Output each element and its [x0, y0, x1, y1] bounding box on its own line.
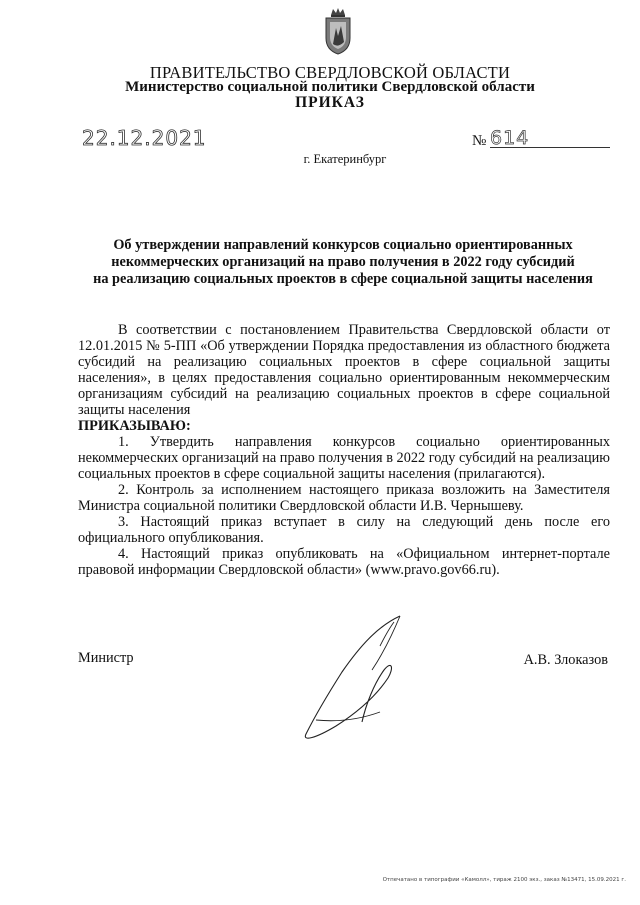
- preamble: В соответствии с постановлением Правительства Свердловской области от 12.01.2015 № 5-ПП «Об утверждении Порядка предоставления из областного бюджета субсидий на реализацию социальных проектов в сфере социальной защиты населения», в целях предоставления социально ориентированным некоммерческим организациям субсидий на реализацию социальных проектов в сфере социальной защиты населения: [78, 322, 610, 418]
- coat-of-arms-icon: [322, 6, 354, 56]
- order-item: 1. Утвердить направления конкурсов социально ориентированных некоммерческих организаций на право получения в 2022 году субсидий на реализацию социальных проектов в сфере социальной защиты населения (прилагаются).: [78, 434, 610, 482]
- document-type: ПРИКАЗ: [295, 94, 365, 111]
- document-body: [78, 322, 610, 578]
- government-title: ПРАВИТЕЛЬСТВО СВЕРДЛОВСКОЙ ОБЛАСТИ: [149, 63, 511, 82]
- handwritten-signature-icon: [276, 600, 426, 750]
- order-item: 3. Настоящий приказ вступает в силу на следующий день после его официального опубликования.: [78, 514, 610, 546]
- print-imprint: Отпечатано в типографии «Камолл», тираж 2100 экз., заказ №13471, 15.09.2021 г.: [382, 877, 626, 883]
- signatory-position: Министр: [78, 650, 134, 666]
- document-date: 22.12.2021: [82, 126, 207, 150]
- ministry-title: Министерство социальной политики Свердловской области: [125, 79, 535, 95]
- city: г. Екатеринбург: [303, 152, 387, 166]
- number-label: №: [472, 133, 487, 149]
- title-line: на реализацию социальных проектов в сфере социальной защиты населения: [93, 271, 593, 287]
- title-line: Об утверждении направлений конкурсов социально ориентированных: [113, 237, 573, 253]
- document-title: [76, 237, 610, 288]
- order-item: 2. Контроль за исполнением настоящего приказа возложить на Заместителя Министра социальной политики Свердловской области И.В. Чернышеву.: [78, 482, 610, 514]
- document-number: 614: [490, 127, 610, 148]
- order-keyword: ПРИКАЗЫВАЮ:: [78, 418, 191, 434]
- order-item: 4. Настоящий приказ опубликовать на «Официальном интернет-портале правовой информации Свердловской области» (www.pravo.gov66.ru).: [78, 546, 610, 578]
- signatory-name: А.В. Злоказов: [523, 652, 608, 668]
- title-line: некоммерческих организаций на право получения в 2022 году субсидий: [111, 254, 575, 270]
